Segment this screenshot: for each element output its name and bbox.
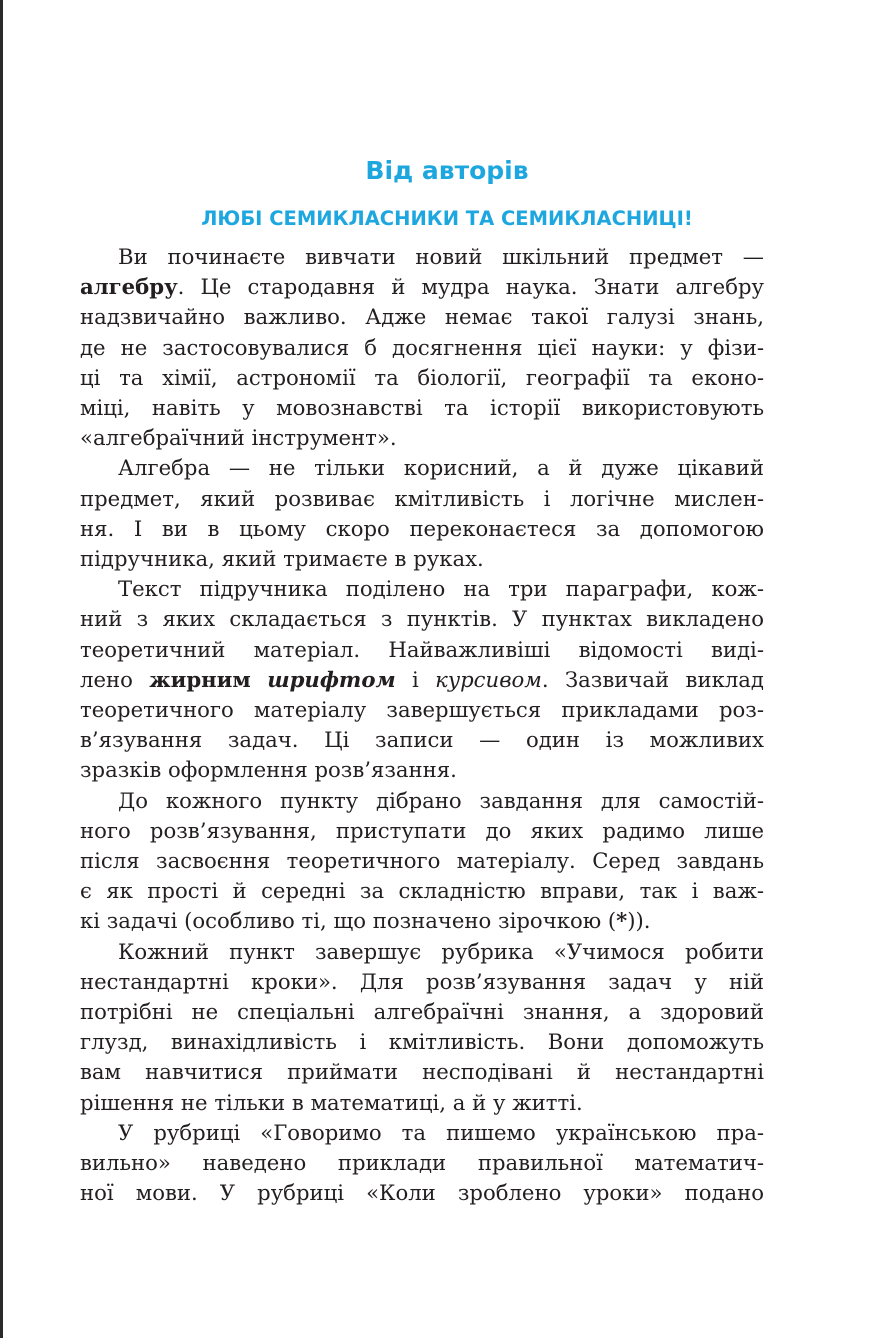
text-line: вам навчитися приймати несподівані й нестандартні [80, 1059, 764, 1085]
text-line: теоретичного матеріалу завершується прикладами роз- [80, 697, 764, 723]
text-line: нестандартні кроки». Для розв’язування задач у ній [80, 968, 764, 994]
paragraph-6 [80, 1118, 764, 1209]
text-line: після засвоєння теоретичного матеріалу. Серед завдань [80, 848, 764, 874]
italic-phrase: курсивом [435, 666, 542, 692]
text-line: лено жирним шрифтом і курсивом. Зазвичай виклад [80, 666, 764, 692]
text-line: теоретичний матеріал. Найважливіші відомості виді- [80, 636, 764, 662]
text-line: ці та хімії, астрономії та біології, географії та еконо- [80, 364, 764, 390]
bold-phrase: жирним [149, 666, 251, 692]
paragraph-1 [80, 242, 764, 453]
paragraph-4 [80, 786, 764, 937]
text-line: алгебру. Це стародавня й мудра наука. Знати алгебру [80, 274, 764, 300]
page-spine-edge [0, 0, 3, 1338]
text-line: предмет, який розвиває кмітливість і логічне мислен- [80, 485, 764, 511]
text-line: ної мови. У рубриці «Коли зроблено уроки» подано [80, 1180, 764, 1206]
text-line: глузд, винахідливість і кмітливість. Вони допоможуть [80, 1029, 764, 1055]
text-line: ня. І ви в цьому скоро переконаєтеся за допомогою [80, 515, 764, 541]
text-line: надзвичайно важливо. Адже немає такої галузі знань, [80, 304, 764, 330]
text-line: Ви починаєте вивчати новий шкільний предмет — [118, 244, 764, 269]
text-line: підручника, який тримаєте в руках. [80, 546, 484, 572]
text-line: Кожний пункт завершує рубрика «Учимося робити [118, 938, 764, 964]
paragraph-3 [80, 574, 764, 785]
text-line: ний з яких складається з пунктів. У пунктах викладено [80, 606, 764, 632]
asterisk-mark: * [616, 908, 628, 934]
bold-italic-phrase: шрифтом [267, 666, 396, 692]
text-line: рішення не тільки в математиці, а й у житті. [80, 1089, 583, 1115]
text-line: вильно» наведено приклади правильної математич- [80, 1150, 764, 1176]
text-line: міці, навіть у мовознавстві та історії використовують [80, 395, 764, 421]
text-line: потрібні не спеціальні алгебраїчні знання, а здоровий [80, 999, 764, 1025]
text-line: де не застосовувалися б досягнення цієї науки: у фізи- [80, 334, 764, 360]
paragraph-2 [80, 453, 764, 574]
text-line: «алгебраїчний інструмент». [80, 425, 397, 451]
page-title: Від авторів [365, 156, 529, 185]
text-line: У рубриці «Говоримо та пишемо українською пра- [118, 1119, 764, 1145]
bold-term: алгебру [80, 274, 178, 300]
page-subtitle: ЛЮБІ СЕМИКЛАСНИКИ ТА СЕМИКЛАСНИЦІ! [201, 207, 693, 230]
text-line: ного розв’язування, приступати до яких радимо лише [80, 817, 764, 843]
text-line: кі задачі (особливо ті, що позначено зірочкою (*)). [80, 908, 651, 934]
paragraph-5 [80, 937, 764, 1118]
text-line: Алгебра — не тільки корисний, а й дуже цікавий [118, 455, 764, 481]
text-line: Текст підручника поділено на три параграфи, кож- [118, 576, 764, 602]
text-line: До кожного пункту дібрано завдання для самостій- [118, 787, 764, 813]
text-line: в’язування задач. Ці записи — один із можливих [80, 727, 764, 753]
body-text [80, 242, 764, 1209]
text-line: зразків оформлення розв’язання. [80, 757, 457, 783]
text-line: є як прості й середні за складністю вправи, так і важ- [80, 878, 764, 904]
